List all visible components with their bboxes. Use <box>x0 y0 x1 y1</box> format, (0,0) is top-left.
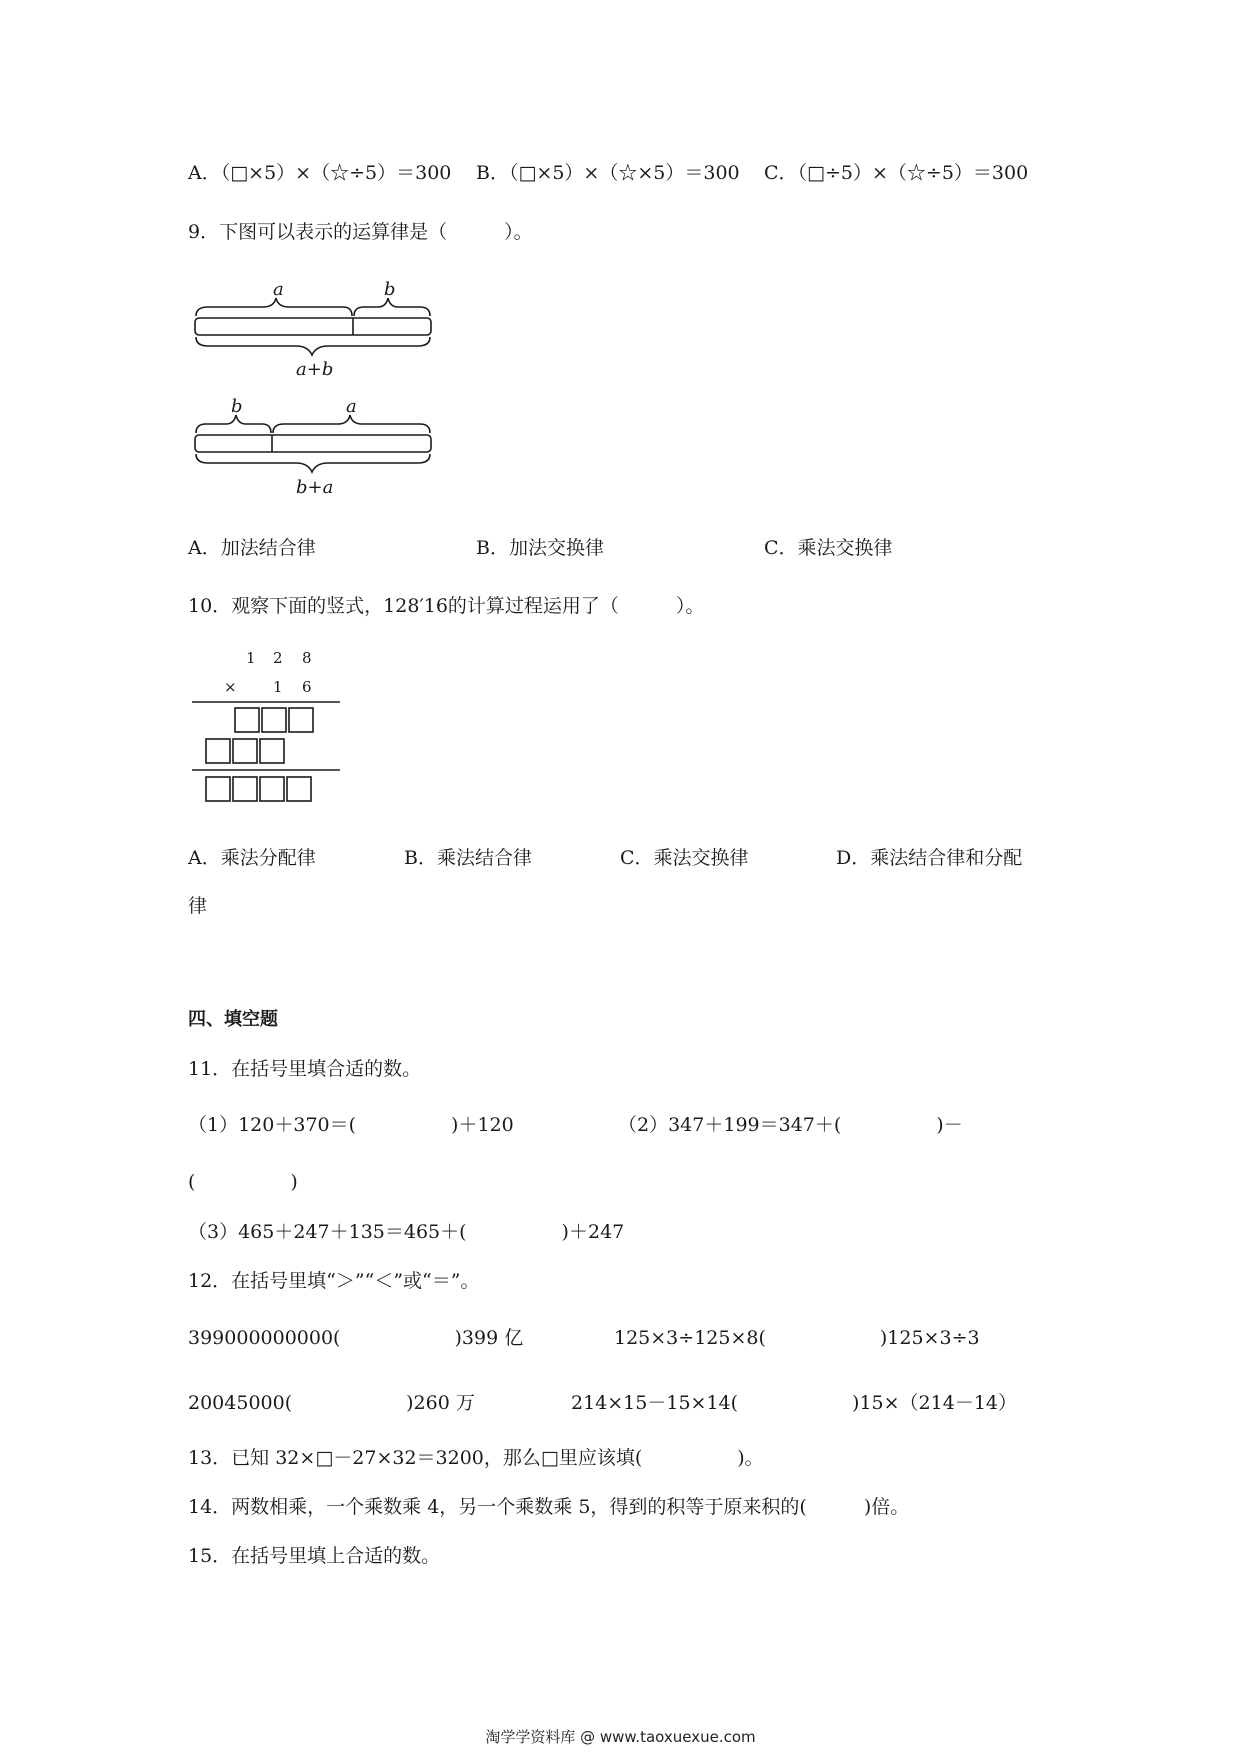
brace-a <box>196 298 352 316</box>
vs-box <box>206 777 230 801</box>
q11-part-2-continued: ( ) <box>188 1171 298 1193</box>
q9-option-b: B．加法交换律 <box>476 537 604 559</box>
vs-bottom-digit-1: 1 <box>273 678 283 696</box>
q15-question: 15．在括号里填上合适的数。 <box>188 1545 441 1567</box>
vs-bottom-digit-2: 6 <box>302 678 312 696</box>
q11-part-3: （3）465＋247＋135＝465＋( )＋247 <box>188 1221 625 1243</box>
q8-option-b: B．（□×5）×（☆×5）＝300 <box>476 162 740 184</box>
vs-box <box>235 708 259 732</box>
footer-watermark: 淘学学资料库 @ www.taoxuexue.com <box>485 1728 756 1746</box>
vs-box <box>289 708 313 732</box>
q9-question: 9．下图可以表示的运算律是（ ）。 <box>188 221 533 243</box>
bar-ab <box>195 318 431 335</box>
q10-option-a: A．乘法分配律 <box>188 847 316 869</box>
label-b-bottom: b <box>231 396 243 417</box>
brace-b2 <box>196 415 271 433</box>
bar-ba <box>195 435 431 452</box>
vs-top-digit-3: 8 <box>302 649 312 667</box>
q11-part-2: （2）347＋199＝347＋( )－ <box>618 1114 963 1136</box>
vs-box <box>260 739 284 763</box>
q8-option-a: A．（□×5）×（☆÷5）＝300 <box>188 162 452 184</box>
q12-item-2: 125×3÷125×8( )125×3÷3 <box>614 1327 980 1349</box>
q8-option-c: C．（□÷5）×（☆÷5）＝300 <box>764 162 1029 184</box>
q9-option-c: C．乘法交换律 <box>764 537 893 559</box>
q10-option-b: B．乘法结合律 <box>404 847 532 869</box>
vs-box <box>262 708 286 732</box>
vs-box <box>233 777 257 801</box>
label-b-top: b <box>384 280 396 300</box>
label-a-top: a <box>273 280 284 300</box>
brace-sum2 <box>196 454 430 472</box>
q12-question: 12．在括号里填“＞”“＜”或“＝”。 <box>188 1270 480 1292</box>
q10-vertical-multiplication <box>188 645 348 825</box>
q12-item-1: 399000000000( )399 亿 <box>188 1327 524 1349</box>
q11-part-1: （1）120＋370＝( )＋120 <box>188 1114 514 1136</box>
label-sum2: b+a <box>296 477 334 498</box>
vs-box <box>287 777 311 801</box>
vs-box <box>260 777 284 801</box>
vs-box <box>233 739 257 763</box>
q14-question: 14．两数相乘，一个乘数乘 4，另一个乘数乘 5，得到的积等于原来积的( )倍。 <box>188 1496 910 1518</box>
q12-item-3: 20045000( )260 万 <box>188 1392 475 1414</box>
q13-question: 13．已知 32×□－27×32＝3200，那么□里应该填( )。 <box>188 1447 764 1469</box>
vs-top-digit-1: 1 <box>246 649 256 667</box>
q11-question: 11．在括号里填合适的数。 <box>188 1058 422 1080</box>
q10-option-c: C．乘法交换律 <box>620 847 749 869</box>
q12-item-4: 214×15－15×14( )15×（214－14） <box>571 1392 1017 1414</box>
q10-option-d-continued: 律 <box>188 895 208 917</box>
q10-option-d: D．乘法结合律和分配 <box>836 847 1023 869</box>
q9-option-a: A．加法结合律 <box>188 537 316 559</box>
label-sum1: a+b <box>296 359 334 380</box>
label-a-bottom: a <box>346 396 357 417</box>
brace-a2 <box>273 415 430 433</box>
brace-b <box>354 298 430 316</box>
vs-times-sign: × <box>224 678 237 696</box>
brace-sum1 <box>196 337 430 355</box>
vs-box <box>206 739 230 763</box>
section-title: 四、填空题 <box>188 1009 278 1030</box>
q9-diagram <box>188 280 448 505</box>
vs-top-digit-2: 2 <box>273 649 283 667</box>
q10-question: 10．观察下面的竖式，128′16的计算过程运用了（ ）。 <box>188 595 705 617</box>
